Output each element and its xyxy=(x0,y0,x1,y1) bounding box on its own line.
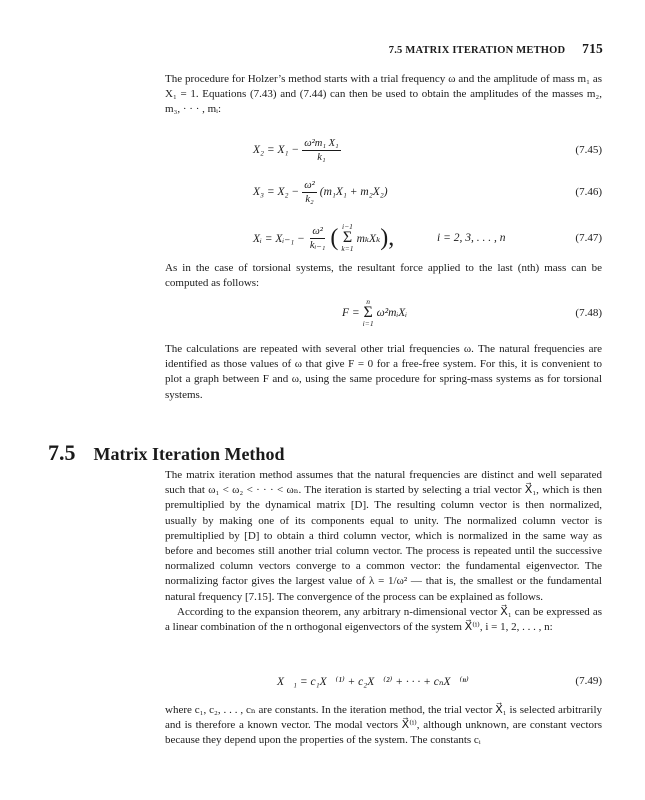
paragraph-expansion-theorem: According to the expansion theorem, any arbitrary n-dimensional vector X⃗₁ can be expressed as a linear combination of the n orthogonal eigenvectors of the system X⃗⁽ⁱ⁾, i = 1, 2, . . . , n: xyxy=(165,605,602,634)
page-number: 715 xyxy=(582,41,603,56)
eq-fraction: $\frac{\text{ω²m₁ X₁}}{\text{k₁}}$ xyxy=(304,137,339,163)
running-header xyxy=(389,41,603,57)
section-heading xyxy=(48,440,284,466)
equation-number: (7.46) xyxy=(575,186,602,198)
paragraph-matrix-iteration: The matrix iteration method assumes that the natural frequencies are distinct and well separated such that ω₁ < ω₂ < · · · < ωₙ. The iteration is started by selecting a trial vector X⃗₁, which is then premultiplied by the dynamical matrix [D]. The resulting column vector is then normalized, usually by making one of its components equal to unity. The normalized column vector is premultiplied by [D] to obtain a third column vector, which is normalized in the same way as before and becomes still another trial column vector. The process is repeated until the successive normalized column vectors converge to a common vector: the fundamental eigenvector. The normalizing factor gives the largest value of λ = 1/ω² — that is, the smallest or the fundamental natural frequency [7.15]. The convergence of the process can be explained as follows. According to the expansion theorem, any arbitrary n-dimensional vector X⃗₁ can be expressed as a linear combination of the n orthogonal eigenvectors of the system X⃗⁽ⁱ⁾, i = 1, 2, . . . , n: xyxy=(165,468,602,635)
eq-fraction: $\frac{\text{ω²}}{\text{k₂}}$ xyxy=(304,179,315,205)
eq-summand: mₖXₖ xyxy=(356,233,381,245)
eq-summand: ω²mᵢXᵢ xyxy=(376,307,408,319)
paragraph-resultant-force: As in the case of torsional systems, the resultant force applied to the last (nth) mass can be computed as follows: xyxy=(165,262,602,290)
eq-lhs: F = xyxy=(342,307,360,319)
eq-lhs: X₂ = X₁ − xyxy=(253,144,300,156)
eq-rhs: (m₁X₁ + m₂X₂) xyxy=(319,186,388,198)
header-title: 7.5 MATRIX ITERATION METHOD xyxy=(388,45,566,56)
eq-fraction: $\frac{\text{ω²}}{\text{kᵢ₋₁}}$ xyxy=(309,225,326,251)
paragraph-constants: where c₁, c₂, . . . , cₙ are constants. In the iteration method, the trial vector X⃗₁ is selected arbitrarily and is therefore a known vector. The modal vectors X⃗⁽ⁱ⁾, although unknown, are constant vectors because they depend upon the properties of the system. The constants cᵢ xyxy=(165,704,602,747)
section-number: 7.5 xyxy=(48,440,76,465)
equation-number: (7.48) xyxy=(575,307,602,319)
equation-7-48 xyxy=(165,298,602,328)
eq-expansion: X⃗₁ = c₁X⃗⁽¹⁾ + c₂X⃗⁽²⁾ + · · · + cₙX⃗⁽ⁿ⁾ xyxy=(277,676,469,688)
eq-lhs: Xᵢ = Xᵢ₋₁ − xyxy=(253,233,305,245)
equation-number: (7.47) xyxy=(575,232,602,244)
eq-lhs: X₃ = X₂ − xyxy=(253,186,300,198)
paragraph-holzer-intro: The procedure for Holzer’s method starts with a trial frequency ω and the amplitude of mass m₁ as X₁ = 1. Equations (7.43) and (7.44) can then be used to obtain the amplitudes of the masses m₂, m₃, · · · , mᵢ: xyxy=(165,73,602,116)
equation-number: (7.45) xyxy=(575,144,602,156)
equation-7-49 xyxy=(165,666,602,696)
eq-range: i = 2, 3, . . . , n xyxy=(437,232,506,244)
equation-7-46 xyxy=(165,177,602,207)
equation-number: (7.49) xyxy=(575,675,602,687)
summation-symbol: i−1 Σ k=1 xyxy=(341,222,354,253)
paragraph-trial-frequencies: The calculations are repeated with several other trial frequencies ω. The natural frequencies are identified as those values of ω that give F = 0 for a free-free system. For this, it is convenient to plot a graph between F and ω, using the same procedure for spring-mass systems as for torsional systems. xyxy=(165,343,602,401)
equation-7-45 xyxy=(165,135,602,165)
equation-7-47: Xᵢ = Xᵢ₋₁ − $\frac{\text{ω²}}{\text{kᵢ₋₁}}$ ( i−1 Σ k=1 mₖXₖ ), i = 2, 3, . . . , n (7.47) xyxy=(253,222,602,253)
summation-symbol: n Σ i=1 xyxy=(362,297,374,328)
section-title: Matrix Iteration Method xyxy=(93,444,285,464)
